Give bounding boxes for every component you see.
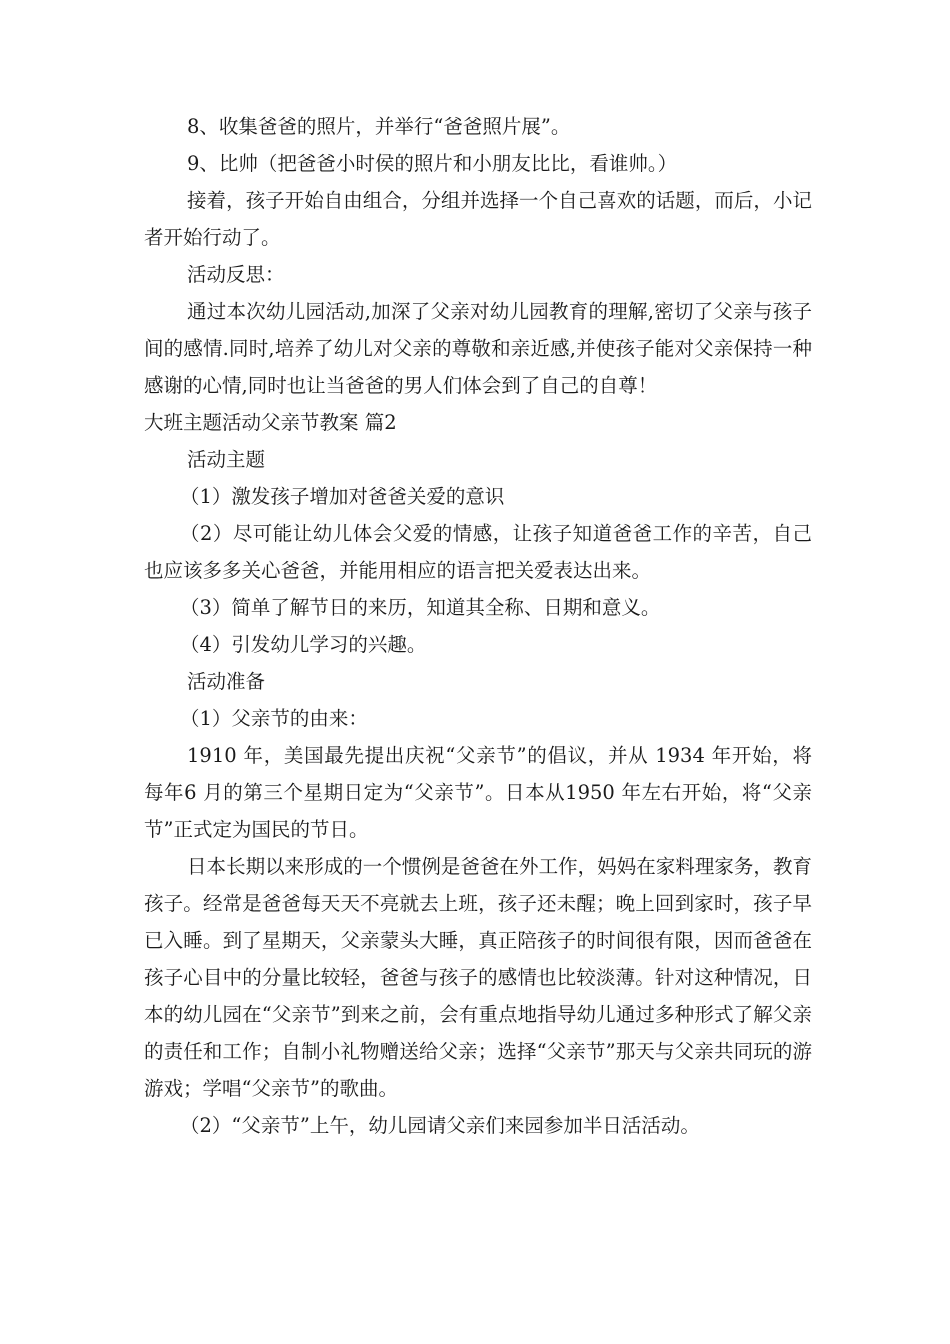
section-heading-preparation: 活动准备 [187,670,266,693]
theme-item-3: （3）简单了解节日的来历，知道其全称、日期和意义。 [180,596,661,619]
section-heading-reflection: 活动反思： [187,263,285,286]
paragraph-history: 1910 年，美国最先提出庆祝“父亲节”的倡议，并从 1934 年开始，将每年6 月的第三个星期日定为“父亲节”。日本从1950 年左右开始，将“父亲节”正式定为国民的节日。 [144,744,812,841]
theme-item-4: （4）引发幼儿学习的兴趣。 [180,633,427,656]
preparation-item-2: （2）“父亲节”上午，幼儿园请父亲们来园参加半日活活动。 [180,1114,700,1137]
section-heading-theme: 活动主题 [187,448,266,471]
theme-item-1: （1）激发孩子增加对爸爸关爱的意识 [180,485,505,508]
paragraph-reflection: 通过本次幼儿园活动,加深了父亲对幼儿园教育的理解,密切了父亲与孩子间的感情.同时,培养了幼儿对父亲的尊敬和亲近感,并使孩子能对父亲保持一种感谢的心情,同时也让当爸爸的男人们体会到了自己的自尊！ [144,300,812,397]
paragraph-1: 8、收集爸爸的照片，并举行“爸爸照片展”。 [187,115,571,138]
paragraph-3: 接着，孩子开始自由组合，分组并选择一个自己喜欢的话题，而后，小记者开始行动了。 [144,189,812,249]
paragraph-2: 9、比帅（把爸爸小时侯的照片和小朋友比比，看谁帅。） [187,152,678,175]
document-title: 大班主题活动父亲节教案 篇2 [144,411,397,434]
theme-item-2: （2）尽可能让幼儿体会父爱的情感，让孩子知道爸爸工作的辛苦，自己也应该多多关心爸爸，并能用相应的语言把关爱表达出来。 [144,522,812,582]
document-page [144,108,812,1144]
paragraph-japan: 日本长期以来形成的一个惯例是爸爸在外工作，妈妈在家料理家务，教育孩子。经常是爸爸每天天不亮就去上班，孩子还未醒；晚上回到家时，孩子早已入睡。到了星期天，父亲蒙头大睡，真正陪孩子的时间很有限，因而爸爸在孩子心目中的分量比较轻，爸爸与孩子的感情也比较淡薄。针对这种情况，日本的幼儿园在“父亲节”到来之前，会有重点地指导幼儿通过多种形式了解父亲的责任和工作；自制小礼物赠送给父亲；选择“父亲节”那天与父亲共同玩的游游戏；学唱“父亲节”的歌曲。 [144,855,812,1100]
preparation-item-1: （1）父亲节的由来： [180,707,368,730]
